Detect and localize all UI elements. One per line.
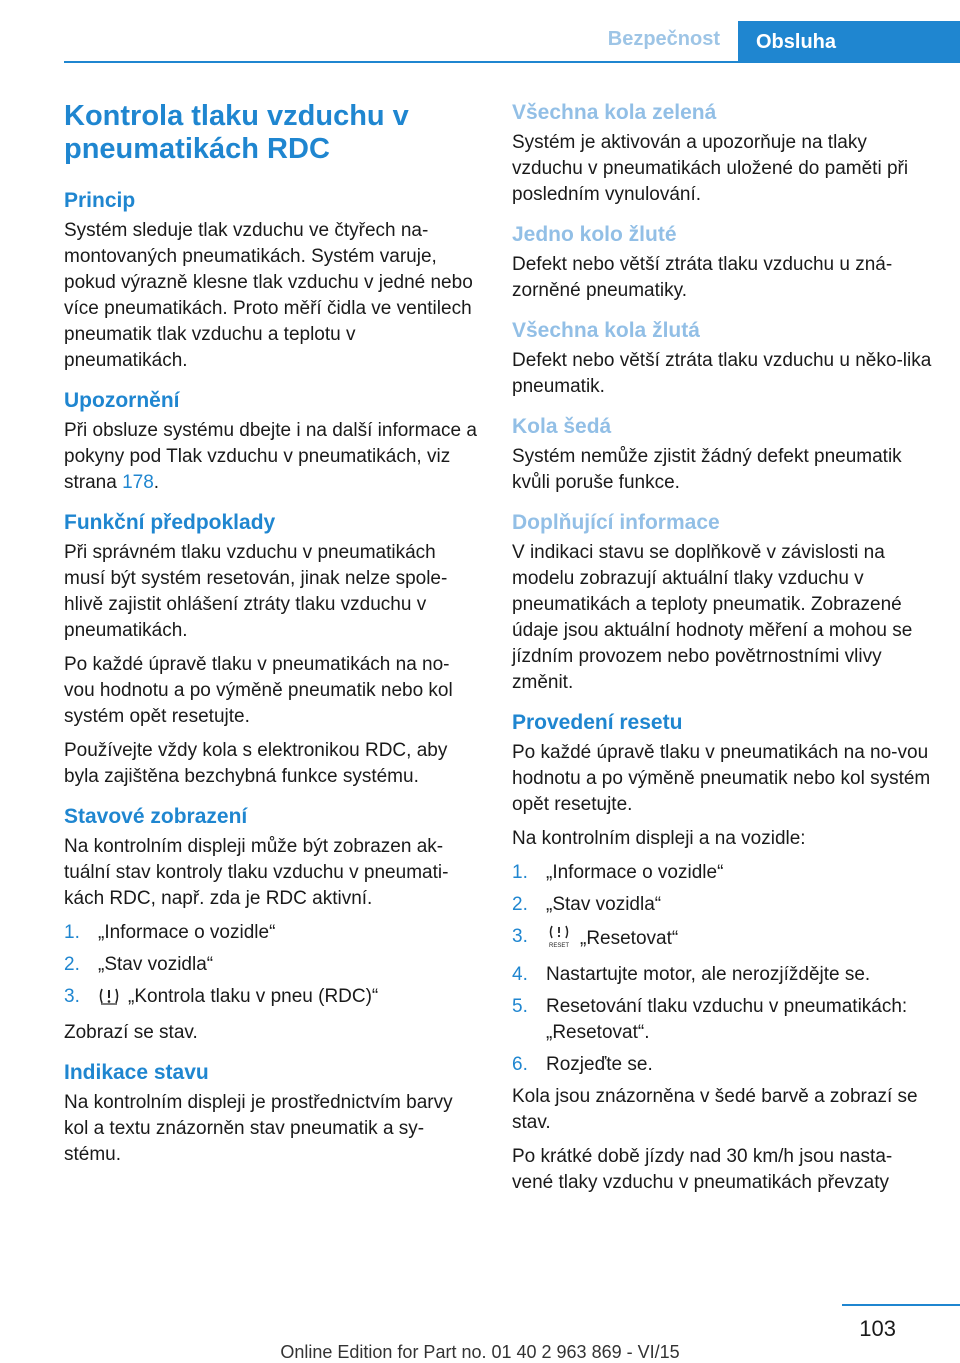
heading-reset: Provedení resetu: [512, 711, 683, 734]
step-number: 1.: [512, 862, 528, 883]
tab-obsluha[interactable]: Obsluha: [738, 21, 960, 63]
page-header: [0, 0, 960, 64]
tire-pressure-icon: [98, 986, 120, 1014]
preconditions-p1: Při správném tlaku vzduchu v pneumatikách musí být systém resetován, jinak nelze spole-hlivě zajistit ohlášení ztráty tlaku vzduchu v pneumatikách.: [64, 542, 448, 641]
page-title: Kontrola tlaku vzduchu v pneumatikách RDC: [64, 100, 409, 165]
extra-info-text: V indikaci stavu se doplňkově v závislosti na modelu zobrazují aktuální tlaky vzduchu v pneumatikách a teploty pneumatik. Zobrazené údaje jsou aktuální hodnoty měření a mohou se jízdním provozem nebo povětrnostními vlivy změnit.: [512, 542, 913, 693]
list-item: [512, 994, 932, 1046]
footer-rule: [842, 1304, 960, 1306]
heading-all-green: Všechna kola zelená: [512, 101, 717, 124]
heading-one-yellow: Jedno kolo žluté: [512, 223, 677, 246]
tab-bezpecnost[interactable]: Bezpečnost: [607, 28, 720, 50]
reset-p2: Na kontrolním displeji a na vozidle:: [512, 828, 806, 849]
status-display-after: Zobrazí se stav.: [64, 1022, 198, 1043]
step-text: „Informace o vozidle“: [98, 922, 276, 943]
step-number: 2.: [64, 954, 80, 975]
status-display-text: Na kontrolním displeji může být zobrazen ak-tuální stav kontroly tlaku vzduchu v pneumati-kách RDC, např. zda je RDC aktivní.: [64, 836, 449, 909]
reset-p3: Kola jsou znázorněna v šedé barvě a zobrazí se stav.: [512, 1086, 918, 1133]
list-item: [512, 892, 932, 918]
list-item: [64, 920, 480, 946]
preconditions-p3: Používejte vždy kola s elektronikou RDC, aby byla zajištěna bezchybná funkce systému.: [64, 740, 448, 787]
step-number: 6.: [512, 1054, 528, 1075]
reset-steps: [512, 860, 932, 1078]
list-item: [64, 984, 480, 1014]
heading-preconditions: Funkční předpoklady: [64, 511, 276, 534]
heading-status-indication: Indikace stavu: [64, 1061, 209, 1084]
reset-icon-label: RESET: [548, 943, 570, 948]
step-text: „Stav vozidla“: [546, 894, 662, 915]
one-yellow-text: Defekt nebo větší ztráta tlaku vzduchu u zná-zorněné pneumatiky.: [512, 254, 893, 301]
status-indication-text: Na kontrolním displeji je prostřednictvím barvy kol a textu znázorněn stav pneumatik a sy-stému.: [64, 1092, 453, 1165]
step-number: 4.: [512, 964, 528, 985]
step-text: „Resetovat“: [580, 928, 679, 949]
reset-icon: [546, 924, 572, 956]
list-item: [512, 924, 932, 956]
warning-text-after: .: [153, 472, 160, 493]
step-number: 5.: [512, 996, 528, 1017]
section-warning: [64, 388, 480, 496]
list-item: [512, 1052, 932, 1078]
list-item: [512, 860, 932, 886]
step-text: Resetování tlaku vzduchu v pneumatikách: „Resetovat“.: [546, 996, 908, 1043]
step-text: „Informace o vozidle“: [546, 862, 724, 883]
principle-text: Systém sleduje tlak vzduchu ve čtyřech na-montovaných pneumatikách. Systém varuje, pokud výrazně klesne tlak vzduchu v jedné nebo více pneumatikách. Proto měří čidla ve ventilech pneumatik tlak vzduchu a teplotu v pneumatikách.: [64, 220, 473, 371]
section-preconditions: [64, 510, 480, 790]
heading-status-display: Stavové zobrazení: [64, 805, 248, 828]
warning-text-before: Při obsluze systému dbejte i na další informace a pokyny pod Tlak vzduchu v pneumatikách, viz strana: [64, 420, 477, 493]
heading-warning: Upozornění: [64, 389, 180, 412]
step-text: Rozjeďte se.: [546, 1054, 653, 1075]
section-status-display: [64, 804, 480, 1046]
section-status-indication: [64, 1060, 480, 1168]
preconditions-p2: Po každé úpravě tlaku v pneumatikách na no-vou hodnotu a po výměně pneumatik nebo kol systém opět resetujte.: [64, 654, 453, 727]
right-column: [512, 100, 932, 1210]
grey-text: Systém nemůže zjistit žádný defekt pneumatik kvůli poruše funkce.: [512, 446, 902, 493]
section-all-yellow: [512, 318, 932, 400]
section-reset: [512, 710, 932, 1196]
step-number: 2.: [512, 894, 528, 915]
status-display-steps: [64, 920, 480, 1014]
list-item: [512, 962, 932, 988]
left-column: [64, 100, 480, 1182]
step-number: 1.: [64, 922, 80, 943]
section-all-green: [512, 100, 932, 208]
warning-text: [64, 418, 480, 496]
edition-footer: Online Edition for Part no. 01 40 2 963 869 - VI/15: [280, 1342, 680, 1362]
step-text: „Stav vozidla“: [98, 954, 214, 975]
list-item: [64, 952, 480, 978]
step-number: 3.: [512, 926, 528, 947]
heading-all-yellow: Všechna kola žlutá: [512, 319, 700, 342]
step-number: 3.: [64, 986, 80, 1007]
section-principle: [64, 188, 480, 374]
page-link-178[interactable]: 178: [122, 472, 154, 493]
all-yellow-text: Defekt nebo větší ztráta tlaku vzduchu u něko-lika pneumatik.: [512, 350, 932, 397]
page-number: 103: [859, 1316, 896, 1341]
section-one-yellow: [512, 222, 932, 304]
reset-p4: Po krátké době jízdy nad 30 km/h jsou nasta-vené tlaky vzduchu v pneumatikách převzaty: [512, 1146, 893, 1193]
step-text: „Kontrola tlaku v pneu (RDC)“: [128, 986, 379, 1007]
section-grey: [512, 414, 932, 496]
heading-principle: Princip: [64, 189, 136, 212]
step-text: Nastartujte motor, ale nerozjížděјte se.: [546, 964, 871, 985]
section-extra-info: [512, 510, 932, 696]
heading-extra-info: Doplňující informace: [512, 511, 720, 534]
all-green-text: Systém je aktivován a upozorňuje na tlaky vzduchu v pneumatikách uložené do paměti při posledním vynulování.: [512, 132, 909, 205]
heading-grey: Kola šedá: [512, 415, 612, 438]
reset-p1: Po každé úpravě tlaku v pneumatikách na no-vou hodnotu a po výměně pneumatik nebo kol systém opět resetujte.: [512, 742, 931, 815]
